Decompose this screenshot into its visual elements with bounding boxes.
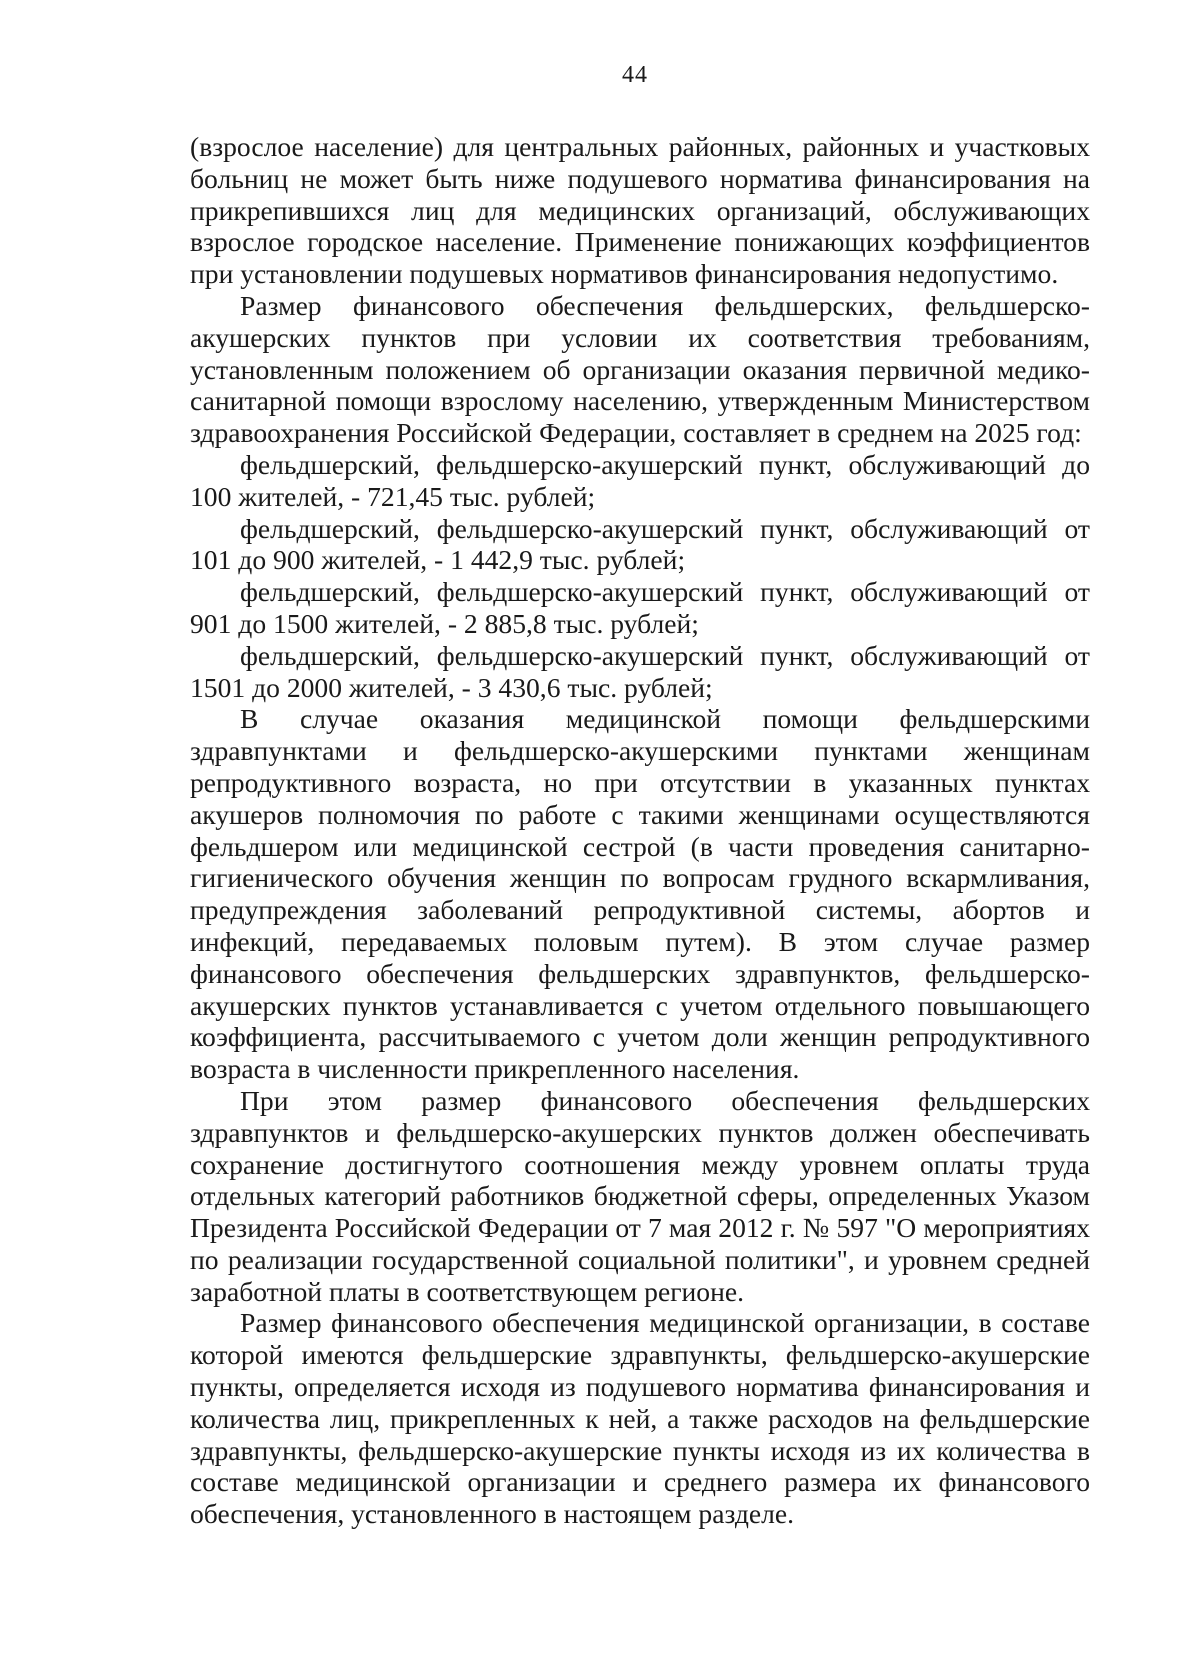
document-body [190,131,1090,1530]
list-item-fap-101-900: фельдшерский, фельдшерско-акушерский пункт, обслуживающий от 101 до 900 жителей, - 1 442,9 тыс. рублей; [190,512,1090,576]
list-item-fap-1501-2000: фельдшерский, фельдшерско-акушерский пункт, обслуживающий от 1501 до 2000 жителей, - 3 430,6 тыс. рублей; [190,639,1090,703]
list-item-fap-901-1500: фельдшерский, фельдшерско-акушерский пункт, обслуживающий от 901 до 1500 жителей, - 2 885,8 тыс. рублей; [190,576,1090,639]
paragraph-salary-ratio: При этом размер финансового обеспечения фельдшерских здравпунктов и фельдшерско-акушерских пунктов должен обеспечивать сохранение достигнутого соотношения между уровнем оплаты труда отдельных категорий работников бюджетной сферы, определенных Указом Президента Российской Федерации от 7 мая 2012 г. № 597 "О мероприятиях по реализации государственной социальной политики", и уровнем средней заработной платы в соответствующем регионе. [190,1084,1090,1307]
paragraph-organization-funding: Размер финансового обеспечения медицинской организации, в составе которой имеются фельдшерские здравпункты, фельдшерско-акушерские пункты, определяется исходя из подушевого норматива финансирования и количества лиц, прикрепленных к ней, а также расходов на фельдшерские здравпункты, фельдшерско-акушерские пункты исходя из их количества в составе медицинской организации и среднего размера их финансового обеспечения, установленного в настоящем разделе. [190,1307,1090,1530]
paragraph-continuation: (взрослое население) для центральных районных, районных и участковых больниц не может быть ниже подушевого норматива финансирования на прикрепившихся лиц для медицинских организаций, обслуживающих взрослое городское население. Применение понижающих коэффициентов при установлении подушевых нормативов финансирования недопустимо. [190,131,1090,290]
list-item-fap-up-to-100: фельдшерский, фельдшерско-акушерский пункт, обслуживающий до 100 жителей, - 721,45 тыс. рублей; [190,448,1090,512]
paragraph-reproductive-age: В случае оказания медицинской помощи фельдшерскими здравпунктами и фельдшерско-акушерскими пунктами женщинам репродуктивного возраста, но при отсутствии в указанных пунктах акушеров полномочия по работе с такими женщинами осуществляются фельдшером или медицинской сестрой (в части проведения санитарно-гигиенического обучения женщин по вопросам грудного вскармливания, предупреждения заболеваний репродуктивной системы, абортов и инфекций, передаваемых половым путем). В этом случае размер финансового обеспечения фельдшерских здравпунктов, фельдшерско-акушерских пунктов устанавливается с учетом отдельного повышающего коэффициента, рассчитываемого с учетом доли женщин репродуктивного возраста в численности прикрепленного населения. [190,703,1090,1085]
paragraph-fap-funding: Размер финансового обеспечения фельдшерских, фельдшерско-акушерских пунктов при условии их соответствия требованиям, установленным положением об организации оказания первичной медико-санитарной помощи взрослому населению, утвержденным Министерством здравоохранения Российской Федерации, составляет в среднем на 2025 год: [190,289,1090,449]
page-number: 44 [622,62,648,88]
